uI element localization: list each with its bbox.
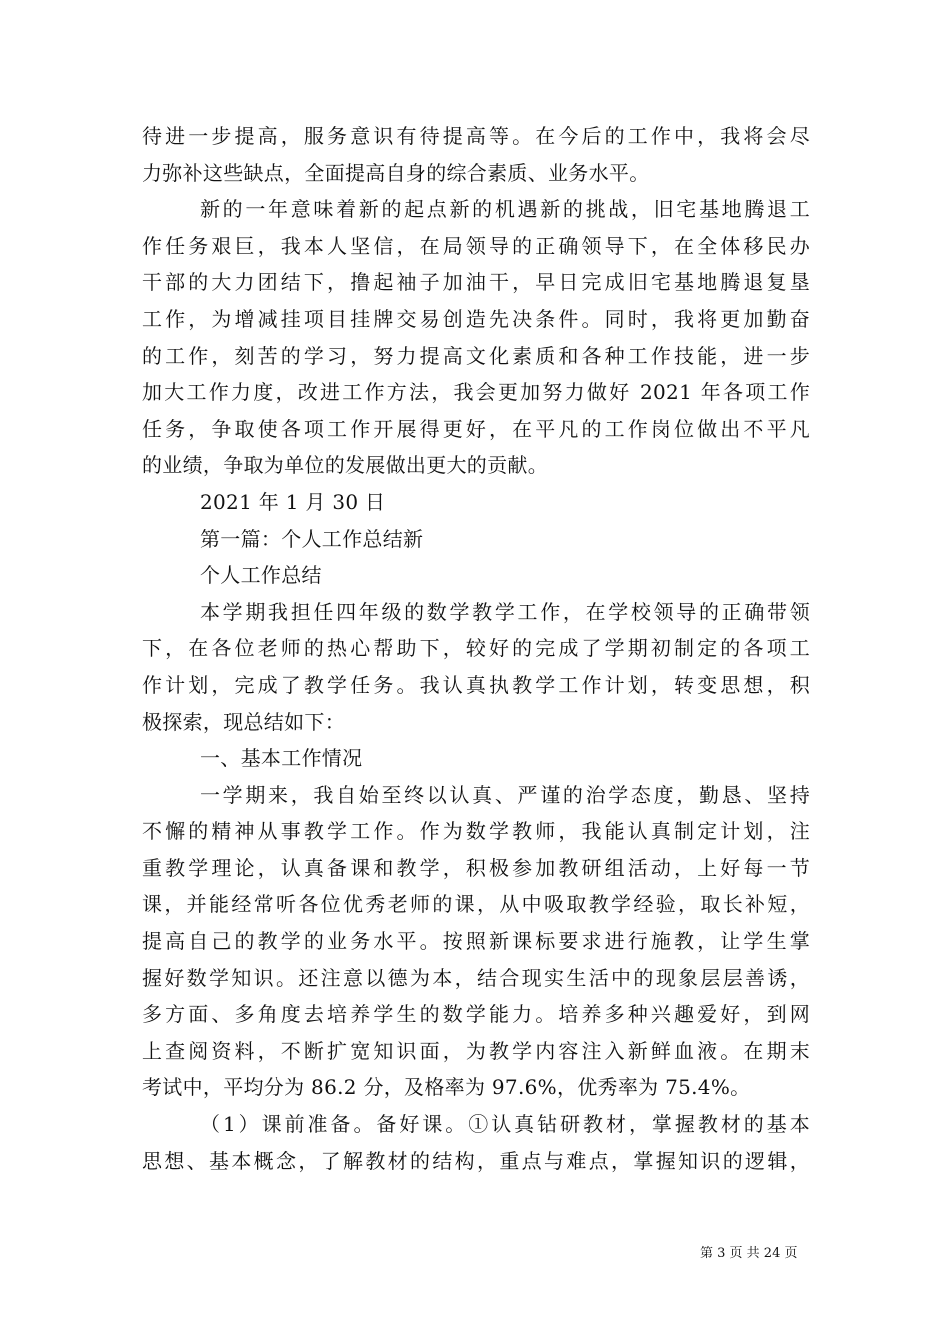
text-line: 第一篇：个人工作总结新 — [200, 526, 424, 551]
text-line: 任务，争取使各项工作开展得更好，在平凡的工作岗位做出不平凡 — [142, 416, 810, 441]
text-line: 本学期我担任四年级的数学教学工作，在学校领导的正确带领 — [200, 599, 810, 624]
text-line: 思想、基本概念，了解教材的结构，重点与难点，掌握知识的逻辑， — [142, 1148, 810, 1173]
text-line: 个人工作总结 — [200, 563, 322, 588]
text-line: 的工作，刻苦的学习，努力提高文化素质和各种工作技能，进一步 — [142, 343, 810, 368]
page-number-footer: 第 3 页 共 24 页 — [700, 1246, 798, 1261]
text-line: 待进一步提高，服务意识有待提高等。在今后的工作中，我将会尽 — [142, 124, 810, 148]
text-line: （1）课前准备。备好课。①认真钻研教材，掌握教材的基本 — [200, 1112, 810, 1137]
text-line: 作计划，完成了教学任务。我认真执教学工作计划，转变思想，积 — [142, 672, 810, 697]
text-line: 干部的大力团结下，撸起袖子加油干，早日完成旧宅基地腾退复垦 — [142, 270, 810, 295]
text-line: 提高自己的教学的业务水平。按照新课标要求进行施教，让学生掌 — [142, 929, 810, 954]
text-line: 上查阅资料，不断扩宽知识面，为教学内容注入新鲜血液。在期末 — [142, 1038, 810, 1063]
text-line: 考试中，平均分为 86.2 分，及格率为 97.6%，优秀率为 75.4%。 — [142, 1075, 751, 1100]
text-line: 握好数学知识。还注意以德为本，结合现实生活中的现象层层善诱， — [142, 965, 810, 990]
text-line: 一学期来，我自始至终以认真、严谨的治学态度，勤恳、坚持 — [200, 782, 810, 807]
text-line: 课，并能经常听各位优秀老师的课，从中吸取教学经验，取长补短， — [142, 892, 810, 917]
text-line: 新的一年意味着新的起点新的机遇新的挑战，旧宅基地腾退工 — [200, 197, 810, 222]
text-line: 2021 年 1 月 30 日 — [200, 489, 386, 514]
document-body — [142, 118, 810, 1179]
text-line: 加大工作力度，改进工作方法，我会更加努力做好 2021 年各项工作 — [142, 380, 810, 405]
text-line: 重教学理论，认真备课和教学，积极参加教研组活动，上好每一节 — [142, 855, 810, 880]
text-line: 下，在各位老师的热心帮助下，较好的完成了学期初制定的各项工 — [142, 636, 810, 661]
text-line: 一、基本工作情况 — [200, 746, 363, 771]
text-line: 的业绩，争取为单位的发展做出更大的贡献。 — [142, 453, 548, 478]
text-line: 工作，为增减挂项目挂牌交易创造先决条件。同时，我将更加勤奋 — [142, 306, 810, 331]
text-line: 作任务艰巨，我本人坚信，在局领导的正确领导下，在全体移民办 — [142, 233, 810, 258]
text-line: 极探索，现总结如下： — [142, 709, 345, 734]
text-line: 力弥补这些缺点，全面提高自身的综合素质、业务水平。 — [142, 160, 650, 185]
text-line: 不懈的精神从事教学工作。作为数学教师，我能认真制定计划，注 — [142, 819, 810, 844]
text-line: 多方面、多角度去培养学生的数学能力。培养多种兴趣爱好，到网 — [142, 1002, 810, 1027]
